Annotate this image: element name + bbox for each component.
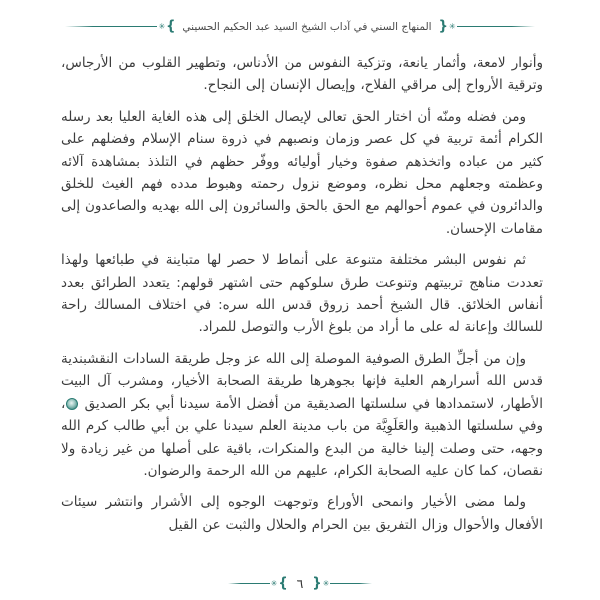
paragraph: ثم نفوس البشر مختلفة متنوعة على أنماط لا حصر لها متباينة في طبائعها ولهذا تعددت مناهج تربيتهم وتنوعت طرق سلوكهم حتى اشتهر قولهم: يتعدد الطرائق بعدد أنفاس الخلائق. قال الشيخ أحمد زروق قدس الله سره: في اختلاف المسالك راحة للسالك وإعانة له على ما أراد من بلوغ الأرب والتوصل للمراد. (61, 252, 543, 336)
footer-rule-left (228, 583, 270, 584)
ornate-bracket-left-icon (270, 577, 288, 590)
curly-brace-open-icon: { (166, 18, 176, 35)
book-title: المنهاج السني في آداب الشيخ السيد عبد الحكيم الحسيني (182, 20, 432, 33)
paragraph-segment: وإن من أجلِّ الطرق الصوفية الموصلة إلى الله عز وجل طريقة السادات النقشبندية قدس الله أسرارهم العلية فإنها بجوهرها طريقة الصحابة الأخيار، ومشرب آل البيت الأطهار، لاستمدادها في سلسلتها الصديقية من أفضل الأمة سيدنا أبي بكر الصديق (61, 350, 543, 412)
paragraph: ولما مضى الأخيار وانمحى الأوراع وتوجهت الوجوه إلى الأشرار وانتشر سيئات الأفعال والأحوال وزال التفريق بين الحرام والحلال والثبت عن القيل (61, 494, 543, 533)
curly-brace-close-icon: } (312, 575, 322, 592)
curly-brace-close-icon: } (438, 18, 448, 35)
paragraph: وأنوار لامعة، وأثمار يانعة، وتزكية النفوس من الأدناس، وتطهير القلوب من الأرجاس، وترقية الأرواح إلى مراقي الفلاح، وإيصال الإنسان إلى النجاح. (61, 55, 543, 94)
header-rule-left (65, 26, 157, 27)
fleuron-icon: ✳ (270, 578, 278, 588)
paragraph: ومن فضله ومنّه أن اختار الحق تعالى لإيصال الخلق إلى هذه الغاية العليا بعد رسله الكرام أئمة تربية في كل عصر وزمان ونصبهم في ذروة سنام الإسلام وفضلهم على كثير من عباده واتخذهم صفوة وخيار أوليائه ووفّر حظهم في التلذذ بمشاهدة آلائه وعظمته وجعلهم محل نظره، وموضع نزول رحمته وهبوط مدده فهم الغيث للخلق والدائرون في عموم أحوالهم مع الحق بالحق والسائرون إلى الله بهديه والصاعدون إلى مقامات الإحسان. (61, 108, 543, 237)
ornate-bracket-left-icon (157, 20, 175, 33)
footer-rule-right (330, 583, 372, 584)
curly-brace-open-icon: { (278, 575, 288, 592)
page-footer (0, 576, 600, 591)
running-header (0, 20, 600, 33)
ornate-bracket-right-icon (312, 577, 330, 590)
page-number: ٦ (296, 576, 304, 591)
header-rule-right (457, 26, 535, 27)
ornate-bracket-right-icon (439, 20, 457, 33)
paragraph-segment: ، وفي سلسلتها الذهبية والعَلَوِيَّة من باب مدينة العلم سيدنا علي بن أبي طالب كرم الله وجهه، حتى وصلت إلينا خالية من البدع والمنكرات، باقية على أصلها من غير زيادة ولا نقصان، كما كان عليه الصحابة الكرام، عليهم من الله الرحمة والرضوان. (61, 395, 543, 479)
fleuron-icon: ✳ (448, 21, 456, 31)
radiallahu-anhu-icon (66, 398, 78, 410)
fleuron-icon: ✳ (322, 578, 330, 588)
body-text (61, 52, 543, 545)
fleuron-icon: ✳ (158, 21, 166, 31)
paragraph (61, 348, 543, 482)
